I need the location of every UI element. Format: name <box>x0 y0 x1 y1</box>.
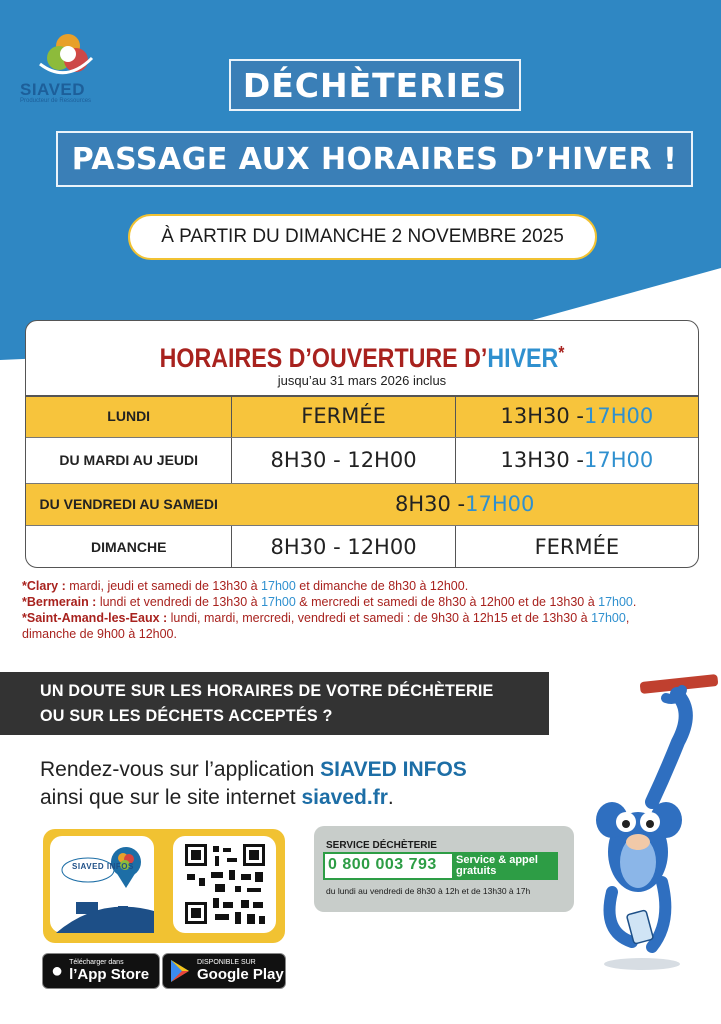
afternoon-hours: 13H30 - 17H00 <box>455 437 698 483</box>
service-title: SERVICE DÉCHÈTERIE <box>326 840 437 851</box>
monkey-mascot-icon <box>582 672 721 992</box>
morning-hours: FERMÉE <box>231 395 454 437</box>
service-hours: du lundi au vendredi de 8h30 à 12h et de 13h30 à 17h <box>326 886 531 896</box>
google-play-icon <box>169 959 191 983</box>
footnote-clary: *Clary : mardi, jeudi et samedi de 13h30 à 17h00 et dimanche de 8h30 à 12h00. <box>22 579 469 593</box>
app-name-link: SIAVED INFOS <box>320 758 467 781</box>
app-store-big-text: l’App Store <box>69 966 150 983</box>
qr-code[interactable] <box>173 836 276 933</box>
page-title: DÉCHÈTERIES <box>229 59 521 111</box>
siaved-infos-app-icon[interactable] <box>50 836 154 933</box>
schedule-row-mardi-jeudi <box>26 437 698 483</box>
day-label: DU MARDI AU JEUDI <box>59 452 199 468</box>
schedule-card <box>25 320 699 568</box>
schedule-title: HORAIRES D’OUVERTURE D’HIVER* <box>159 343 565 373</box>
day-label: LUNDI <box>107 408 151 424</box>
google-play-button[interactable] <box>162 953 286 989</box>
full-day-hours: 8H30 - 17H00 <box>395 492 535 516</box>
afternoon-hours: FERMÉE <box>455 525 698 568</box>
app-icon-label: SIAVED INFOS <box>72 862 134 871</box>
app-icon-graphic <box>50 836 154 933</box>
website-link[interactable]: siaved.fr <box>301 786 388 809</box>
footnote-saint-amand-sunday: dimanche de 9h00 à 12h00. <box>22 627 177 641</box>
schedule-note: jusqu’au 31 mars 2026 inclus <box>277 373 447 388</box>
day-label: DIMANCHE <box>90 539 167 555</box>
schedule-row-lundi <box>26 395 698 437</box>
brand-tagline: Producteur de Ressources <box>20 98 92 104</box>
free-call-badge: Service & appel gratuits <box>452 853 557 878</box>
google-play-small-text: DISPONIBLE SUR <box>197 959 256 966</box>
footnote-bermerain: *Bermerain : lundi et vendredi de 13h30 à 17h00 & mercredi et samedi de 8h30 à 12h00 et de 13h30 à 17h00. <box>22 595 637 609</box>
schedule-row-dimanche <box>26 525 698 568</box>
page-subtitle: PASSAGE AUX HORAIRES D’HIVER ! <box>56 131 693 187</box>
google-play-big-text: Google Play <box>197 966 284 983</box>
afternoon-hours: 13H30 - 17H00 <box>455 395 698 437</box>
footnote-saint-amand: *Saint-Amand-les-Eaux : lundi, mardi, mercredi, vendredi et samedi : de 9h30 à 12h15 et de 13h30 à 17h00, <box>22 611 630 625</box>
app-info-text: Rendez-vous sur l’application SIAVED INFOS ainsi que sur le site internet siaved.fr. <box>40 758 467 809</box>
start-date-badge: À PARTIR DU DIMANCHE 2 NOVEMBRE 2025 <box>128 214 597 260</box>
schedule-row-vendredi-samedi <box>26 483 698 525</box>
brand-name: SIAVED <box>20 80 86 99</box>
qr-code-icon <box>173 836 276 933</box>
morning-hours: 8H30 - 12H00 <box>231 437 454 483</box>
service-phone-number[interactable]: 0 800 003 793 <box>328 856 437 873</box>
apple-icon: ● <box>51 959 64 982</box>
app-store-button[interactable] <box>42 953 160 989</box>
app-store-small-text: Télécharger dans <box>69 959 124 966</box>
help-banner-text: UN DOUTE SUR LES HORAIRES DE VOTRE DÉCHÈTERIE OU SUR LES DÉCHETS ACCEPTÉS ? <box>40 682 494 725</box>
footnotes <box>22 578 712 642</box>
day-label: DU VENDREDI AU SAMEDI <box>39 496 218 512</box>
morning-hours: 8H30 - 12H00 <box>231 525 454 568</box>
